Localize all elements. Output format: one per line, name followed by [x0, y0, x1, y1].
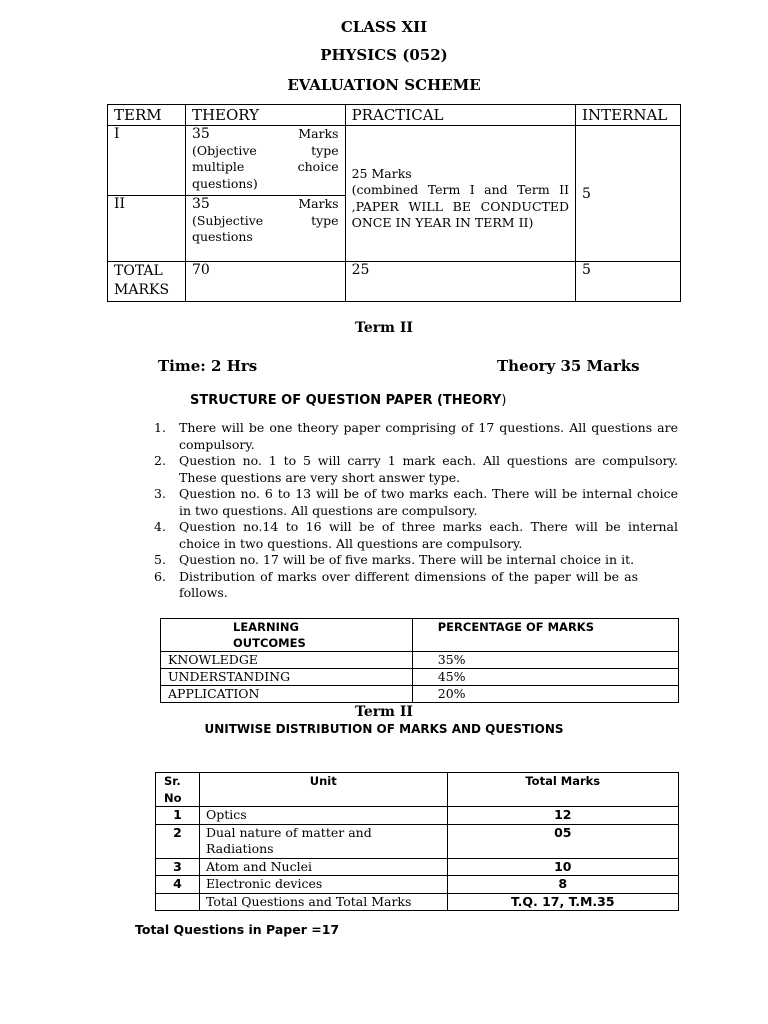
list-item: 3. Question no. 6 to 13 will be of two marks each. There will be internal choice in two questions. All questions are compulsory. [154, 486, 678, 518]
table-row: 4 Electronic devices 8 [156, 876, 679, 894]
term-1: I [108, 126, 186, 196]
table-row: 3 Atom and Nuclei 10 [156, 858, 679, 876]
total-questions-label: Total Questions and Total Marks [199, 893, 447, 911]
list-item: 4. Question no.14 to 16 will be of three marks each. There will be internal choice in two questions. All questions are compulsory. [154, 519, 678, 551]
practical-desc: (combined Term I and Term II ,PAPER WILL BE CONDUCTED ONCE IN YEAR IN TERM II) [351, 182, 570, 230]
theory-term-2-desc: (Subjective type questions [191, 212, 339, 244]
theory-term-1-marks: 35 [191, 126, 210, 142]
unit-table [155, 772, 679, 911]
theory-marks-label: Theory 35 Marks [497, 357, 640, 375]
unitwise-heading: UNITWISE DISTRIBUTION OF MARKS AND QUESTIONS [204, 722, 564, 736]
scheme-title: EVALUATION SCHEME [287, 76, 481, 94]
theory-term-1 [185, 126, 345, 196]
table-row: UNDERSTANDING 45% [161, 669, 679, 686]
evaluation-table [107, 104, 681, 302]
subject-title: PHYSICS (052) [320, 46, 448, 64]
time-label: Time: 2 Hrs [158, 357, 258, 375]
practical-marks: 25 Marks [351, 165, 412, 181]
theory-term-2-marks: 35 [191, 196, 210, 212]
class-title: CLASS XII [340, 18, 428, 36]
instructions-list [154, 420, 678, 602]
term-2: II [108, 196, 186, 262]
practical-cell [345, 126, 575, 262]
total-marks-label: TOTAL MARKS [108, 262, 186, 302]
total-internal: 5 [576, 262, 681, 302]
total-practical: 25 [345, 262, 575, 302]
internal-cell: 5 [576, 126, 681, 262]
term-heading: Term II [355, 320, 413, 336]
structure-heading [190, 393, 506, 408]
header-percentage: PERCENTAGE OF MARKS [412, 619, 678, 652]
total-questions-value: T.Q. 17, T.M.35 [447, 893, 678, 911]
list-item: 1. There will be one theory paper comprising of 17 questions. All questions are compulsory. [154, 420, 678, 452]
header-internal: INTERNAL [576, 105, 681, 126]
table-row: APPLICATION 20% [161, 686, 679, 703]
header-practical: PRACTICAL [345, 105, 575, 126]
table-row [156, 893, 679, 911]
list-item: 6. Distribution of marks over different dimensions of the paper will be as follows. [154, 568, 638, 600]
table-row: 1 Optics 12 [156, 807, 679, 825]
list-item: 5. Question no. 17 will be of five marks. There will be internal choice in it. [154, 552, 635, 567]
header-unit: Unit [199, 773, 447, 807]
header-total-marks: Total Marks [447, 773, 678, 807]
structure-heading-text: STRUCTURE OF QUESTION PAPER (THEORY [190, 393, 502, 408]
theory-term-2-marks-label: Marks [298, 196, 339, 211]
total-theory: 70 [185, 262, 345, 302]
outcomes-table [160, 618, 679, 703]
table-row: KNOWLEDGE 35% [161, 652, 679, 669]
header-theory: THEORY [185, 105, 345, 126]
term-heading-2: Term II [355, 704, 413, 720]
header-sr-no: Sr. No [156, 773, 200, 807]
footer-total-questions: Total Questions in Paper =17 [135, 922, 340, 937]
theory-term-1-marks-label: Marks [298, 126, 339, 141]
theory-term-1-desc: (Objective type multiple choice questions) [191, 142, 339, 191]
header-term: TERM [108, 105, 186, 126]
table-row: 2 Dual nature of matter and Radiations 05 [156, 824, 679, 858]
list-item: 2. Question no. 1 to 5 will carry 1 mark each. All questions are compulsory. These questions are very short answer type. [154, 453, 678, 485]
theory-term-2 [185, 196, 345, 262]
structure-heading-tail: ) [501, 393, 507, 408]
header-learning-outcomes: LEARNING OUTCOMES [161, 619, 413, 652]
